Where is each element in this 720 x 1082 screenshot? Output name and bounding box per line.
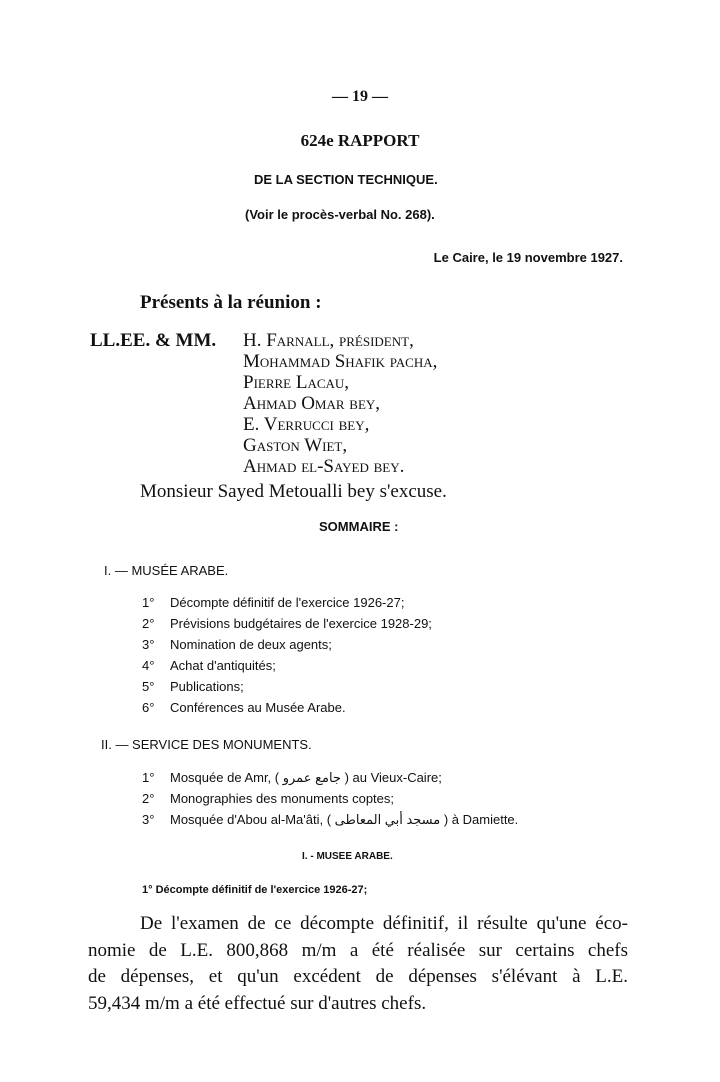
page-number: — 19 — bbox=[332, 88, 388, 105]
section2-title: II. — SERVICE DES MONUMENTS. bbox=[101, 737, 312, 752]
list-item bbox=[142, 616, 432, 631]
item-number: 2° bbox=[142, 616, 155, 631]
list-item bbox=[142, 791, 394, 806]
list-item bbox=[142, 812, 518, 828]
list-item bbox=[142, 658, 276, 673]
sub-heading: I. - MUSEE ARABE. bbox=[302, 851, 393, 862]
item-heading: 1° Décompte définitif de l'exercice 1926-27; bbox=[142, 884, 368, 896]
item-text: Publications; bbox=[170, 679, 244, 694]
attendance-heading: Présents à la réunion : bbox=[140, 292, 322, 313]
list-item bbox=[142, 637, 332, 652]
item-text: Nomination de deux agents; bbox=[170, 637, 332, 652]
summary-heading: SOMMAIRE : bbox=[319, 519, 399, 534]
list-item bbox=[142, 770, 442, 786]
paragraph-line: 59,434 m/m a été effectué sur d'autres chefs. bbox=[88, 992, 427, 1014]
paragraph-line: nomie de L.E. 800,868 m/m a été réalisée sur certains chefs bbox=[88, 939, 628, 961]
item-number: 6° bbox=[142, 700, 155, 715]
minutes-reference: (Voir le procès-verbal No. 268). bbox=[245, 207, 435, 222]
item-number: 3° bbox=[142, 812, 155, 827]
date-line: Le Caire, le 19 novembre 1927. bbox=[433, 250, 623, 265]
attendee: Ahmad el-Sayed bey. bbox=[243, 456, 405, 477]
list-item bbox=[142, 700, 346, 715]
attendee: Ahmad Omar bey, bbox=[243, 393, 381, 414]
item-number: 3° bbox=[142, 637, 155, 652]
item-text: Décompte définitif de l'exercice 1926-27; bbox=[170, 595, 405, 610]
attendee: E. Verrucci bey, bbox=[243, 414, 370, 435]
attendee: H. Farnall, président, bbox=[243, 330, 414, 351]
item-number: 1° bbox=[142, 770, 155, 785]
attendee: Pierre Lacau, bbox=[243, 372, 350, 393]
attendee: Mohammad Shafik pacha, bbox=[243, 351, 438, 372]
item-text: Conférences au Musée Arabe. bbox=[170, 700, 346, 715]
section-title: DE LA SECTION TECHNIQUE. bbox=[254, 172, 438, 187]
item-text: Prévisions budgétaires de l'exercice 1928-29; bbox=[170, 616, 432, 631]
item-text: Achat d'antiquités; bbox=[170, 658, 276, 673]
report-title: 624e RAPPORT bbox=[300, 131, 420, 150]
list-item bbox=[142, 595, 404, 610]
item-number: 5° bbox=[142, 679, 155, 694]
excused-line: Monsieur Sayed Metoualli bey s'excuse. bbox=[140, 481, 447, 502]
attendees-prefix: LL.EE. & MM. bbox=[90, 330, 217, 351]
item-text: Mosquée d'Abou al-Ma'âti, ( مسجد أبي المعاطى ) à Damiette. bbox=[170, 812, 519, 827]
item-number: 4° bbox=[142, 658, 155, 673]
item-text: Monographies des monuments coptes; bbox=[170, 791, 395, 806]
list-item bbox=[142, 679, 244, 694]
item-number: 1° bbox=[142, 595, 155, 610]
paragraph-line: De l'examen de ce décompte définitif, il résulte qu'une éco- bbox=[140, 913, 628, 934]
attendee: Gaston Wiet, bbox=[243, 435, 348, 456]
item-text: Mosquée de Amr, ( جامع عمرو ) au Vieux-Caire; bbox=[170, 770, 442, 785]
paragraph-line: de dépenses, et qu'un excédent de dépenses s'élévant à L.E. bbox=[88, 966, 628, 987]
body-paragraph bbox=[88, 911, 628, 1017]
section1-title: I. — MUSÉE ARABE. bbox=[104, 563, 229, 578]
item-number: 2° bbox=[142, 791, 155, 806]
